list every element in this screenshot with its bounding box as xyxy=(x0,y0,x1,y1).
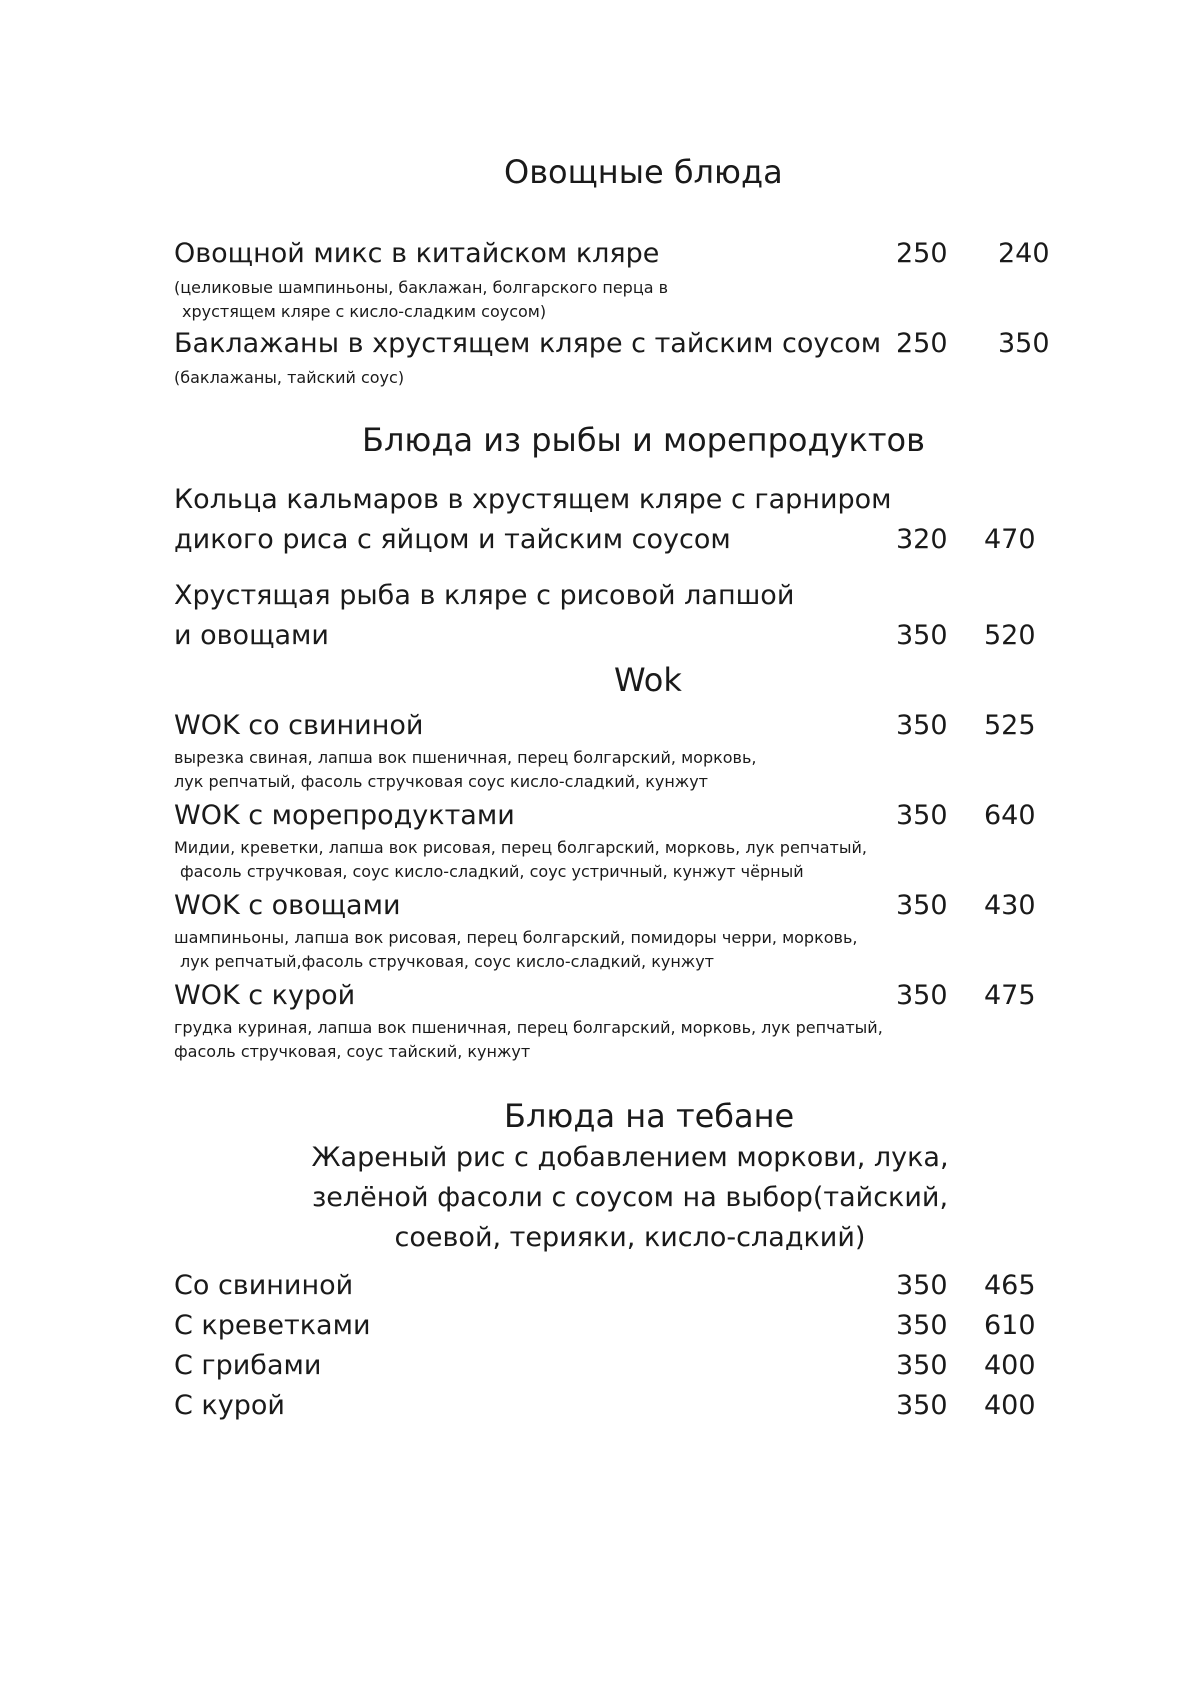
menu-item-price: 470 xyxy=(984,524,1036,555)
menu-item-name: WOK с курой xyxy=(174,980,356,1011)
menu-item-price: 640 xyxy=(984,800,1036,831)
menu-item-weight: 350 xyxy=(896,1310,948,1341)
menu-item-name: Со свининой xyxy=(174,1270,354,1301)
menu-item-weight: 350 xyxy=(896,710,948,741)
menu-item-name: WOK со свининой xyxy=(174,710,424,741)
section-title-teppan: Блюда на тебане xyxy=(504,1097,795,1135)
menu-item-price: 400 xyxy=(984,1390,1036,1421)
menu-item-weight: 350 xyxy=(896,620,948,651)
menu-item-name: Кольца кальмаров в хрустящем кляре с гарниром xyxy=(174,484,892,515)
menu-item-price: 520 xyxy=(984,620,1036,651)
menu-item-description: лук репчатый, фасоль стручковая соус кисло-сладкий, кунжут xyxy=(174,772,708,791)
menu-item-description: (баклажаны, тайский соус) xyxy=(174,368,405,387)
menu-item-name: С креветками xyxy=(174,1310,371,1341)
section-intro: Жареный рис с добавлением моркови, лука, xyxy=(311,1142,949,1173)
menu-item-description: Мидии, креветки, лапша вок рисовая, перец болгарский, морковь, лук репчатый, xyxy=(174,838,867,857)
menu-item-weight: 250 xyxy=(896,328,948,359)
section-title-wok: Wok xyxy=(614,661,682,699)
menu-item-price: 350 xyxy=(998,328,1050,359)
menu-item-weight: 350 xyxy=(896,1270,948,1301)
menu-item-name: Баклажаны в хрустящем кляре с тайским соусом xyxy=(174,328,882,359)
menu-item-name: С грибами xyxy=(174,1350,322,1381)
menu-item-price: 610 xyxy=(984,1310,1036,1341)
menu-item-name: дикого риса с яйцом и тайским соусом xyxy=(174,524,731,555)
section-title-vegetable: Овощные блюда xyxy=(504,153,783,191)
section-title-seafood: Блюда из рыбы и морепродуктов xyxy=(362,421,925,459)
menu-item-description: грудка куриная, лапша вок пшеничная, перец болгарский, морковь, лук репчатый, xyxy=(174,1018,883,1037)
menu-item-weight: 350 xyxy=(896,1350,948,1381)
menu-item-weight: 350 xyxy=(896,800,948,831)
menu-item-description: лук репчатый,фасоль стручковая, соус кисло-сладкий, кунжут xyxy=(180,952,714,971)
menu-item-description: фасоль стручковая, соус тайский, кунжут xyxy=(174,1042,531,1061)
section-intro: зелёной фасоли с соусом на выбор(тайский, xyxy=(311,1182,949,1213)
menu-item-name: Овощной микс в китайском кляре xyxy=(174,238,660,269)
menu-item-price: 430 xyxy=(984,890,1036,921)
menu-item-weight: 320 xyxy=(896,524,948,555)
menu-item-weight: 350 xyxy=(896,890,948,921)
section-intro: соевой, терияки, кисло-сладкий) xyxy=(394,1222,866,1253)
menu-item-price: 400 xyxy=(984,1350,1036,1381)
menu-item-weight: 250 xyxy=(896,238,948,269)
menu-item-name: С курой xyxy=(174,1390,285,1421)
menu-item-name: и овощами xyxy=(174,620,329,651)
menu-item-price: 525 xyxy=(984,710,1036,741)
menu-item-description: хрустящем кляре с кисло-сладким соусом) xyxy=(182,302,547,321)
menu-item-price: 475 xyxy=(984,980,1036,1011)
menu-item-weight: 350 xyxy=(896,980,948,1011)
menu-item-name: WOK с овощами xyxy=(174,890,401,921)
menu-item-price: 465 xyxy=(984,1270,1036,1301)
menu-item-description: фасоль стручковая, соус кисло-сладкий, соус устричный, кунжут чёрный xyxy=(180,862,804,881)
menu-item-description: вырезка свиная, лапша вок пшеничная, перец болгарский, морковь, xyxy=(174,748,757,767)
menu-item-description: шампиньоны, лапша вок рисовая, перец болгарский, помидоры черри, морковь, xyxy=(174,928,858,947)
menu-item-price: 240 xyxy=(998,238,1050,269)
menu-item-name: Хрустящая рыба в кляре с рисовой лапшой xyxy=(174,580,795,611)
menu-item-name: WOK с морепродуктами xyxy=(174,800,515,831)
menu-item-weight: 350 xyxy=(896,1390,948,1421)
menu-item-description: (целиковые шампиньоны, баклажан, болгарского перца в xyxy=(174,278,669,297)
